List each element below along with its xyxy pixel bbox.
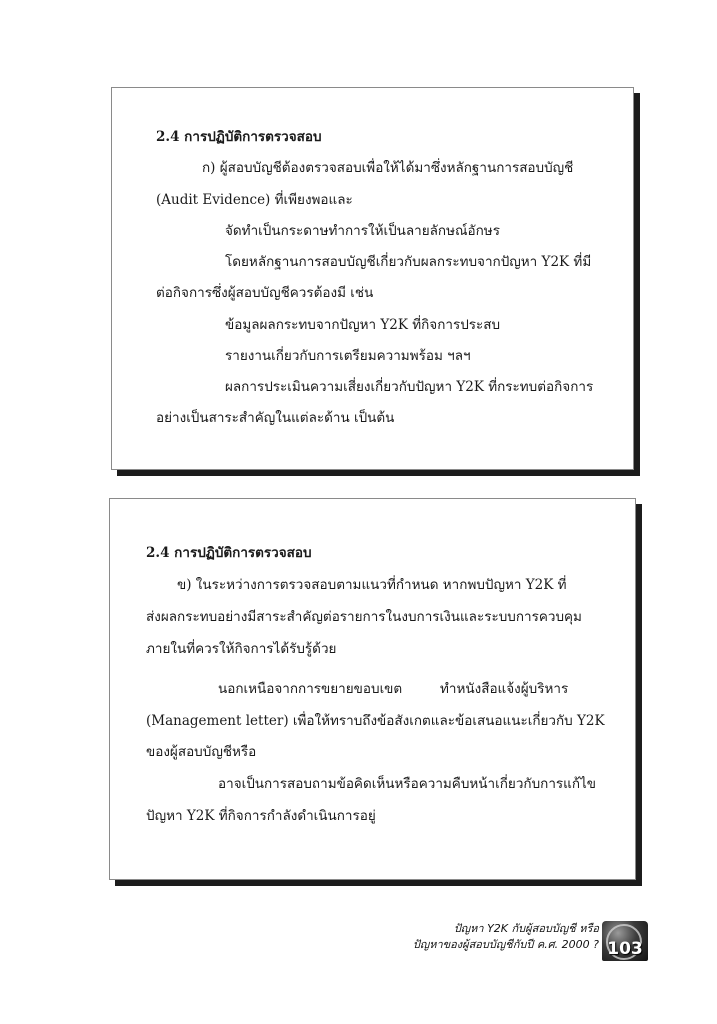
footer-title-line-1: ปัญหา Y2K กับผู้สอบบัญชี หรือ xyxy=(453,922,599,935)
slide-2-line-4b: ทำหนังสือแจ้งผู้บริหาร xyxy=(440,681,569,697)
footer-title-line-2: ปัญหาของผู้สอบบัญชีกับปี ค.ศ. 2000 ? xyxy=(412,938,599,951)
page-footer xyxy=(413,921,599,953)
slide-1-line-4: โดยหลักฐานการสอบบัญชีเกี่ยวกับผลกระทบจากปัญหา Y2K ที่มี xyxy=(225,254,592,270)
slide-2-line-5: (Management letter) เพื่อให้ทราบถึงข้อสังเกตและข้อเสนอแนะเกี่ยวกับ Y2K xyxy=(146,713,605,729)
slide-box-1 xyxy=(111,87,634,470)
slide-1-line-9: อย่างเป็นสาระสำคัญในแต่ละด้าน เป็นต้น xyxy=(156,410,395,426)
slide-1-line-5: ต่อกิจการซึ่งผู้สอบบัญชีควรต้องมี เช่น xyxy=(156,285,374,301)
slide-1-line-7: รายงานเกี่ยวกับการเตรียมความพร้อม ฯลฯ xyxy=(225,348,471,364)
slide-2-line-8: ปัญหา Y2K ที่กิจการกำลังดำเนินการอยู่ xyxy=(146,808,376,824)
slide-1-line-8: ผลการประเมินความเสี่ยงเกี่ยวกับปัญหา Y2K ที่กระทบต่อกิจการ xyxy=(225,379,594,395)
slide-1-heading: 2.4 การปฏิบัติการตรวจสอบ xyxy=(156,129,322,145)
slide-2-line-2: ส่งผลกระทบอย่างมีสาระสำคัญต่อรายการในงบการเงินและระบบการควบคุม xyxy=(146,609,582,625)
slide-1-line-6: ข้อมูลผลกระทบจากปัญหา Y2K ที่กิจการประสบ xyxy=(225,317,501,333)
slide-1-line-1: ก) ผู้สอบบัญชีต้องตรวจสอบเพื่อให้ได้มาซึ่งหลักฐานการสอบบัญชี xyxy=(202,160,574,176)
slide-2-heading: 2.4 การปฏิบัติการตรวจสอบ xyxy=(146,545,312,561)
slide-box-2 xyxy=(109,498,636,880)
slide-2-line-3: ภายในที่ควรให้กิจการได้รับรู้ด้วย xyxy=(146,641,337,657)
slide-1-line-3: จัดทำเป็นกระดาษทำการให้เป็นลายลักษณ์อักษร xyxy=(225,223,500,239)
slide-2-line-4a: นอกเหนือจากการขยายขอบเขต xyxy=(218,681,403,697)
page-number-badge xyxy=(602,921,648,961)
slide-2-line-1: ข) ในระหว่างการตรวจสอบตามแนวที่กำหนด หากพบปัญหา Y2K ที่ xyxy=(177,577,567,593)
page-number: 103 xyxy=(607,939,643,959)
slide-2-line-7: อาจเป็นการสอบถามข้อคิดเห็นหรือความคืบหน้าเกี่ยวกับการแก้ไข xyxy=(218,776,597,792)
slide-2-line-6: ของผู้สอบบัญชีหรือ xyxy=(146,744,257,760)
slide-1-line-2: (Audit Evidence) ที่เพียงพอและ xyxy=(156,192,353,208)
